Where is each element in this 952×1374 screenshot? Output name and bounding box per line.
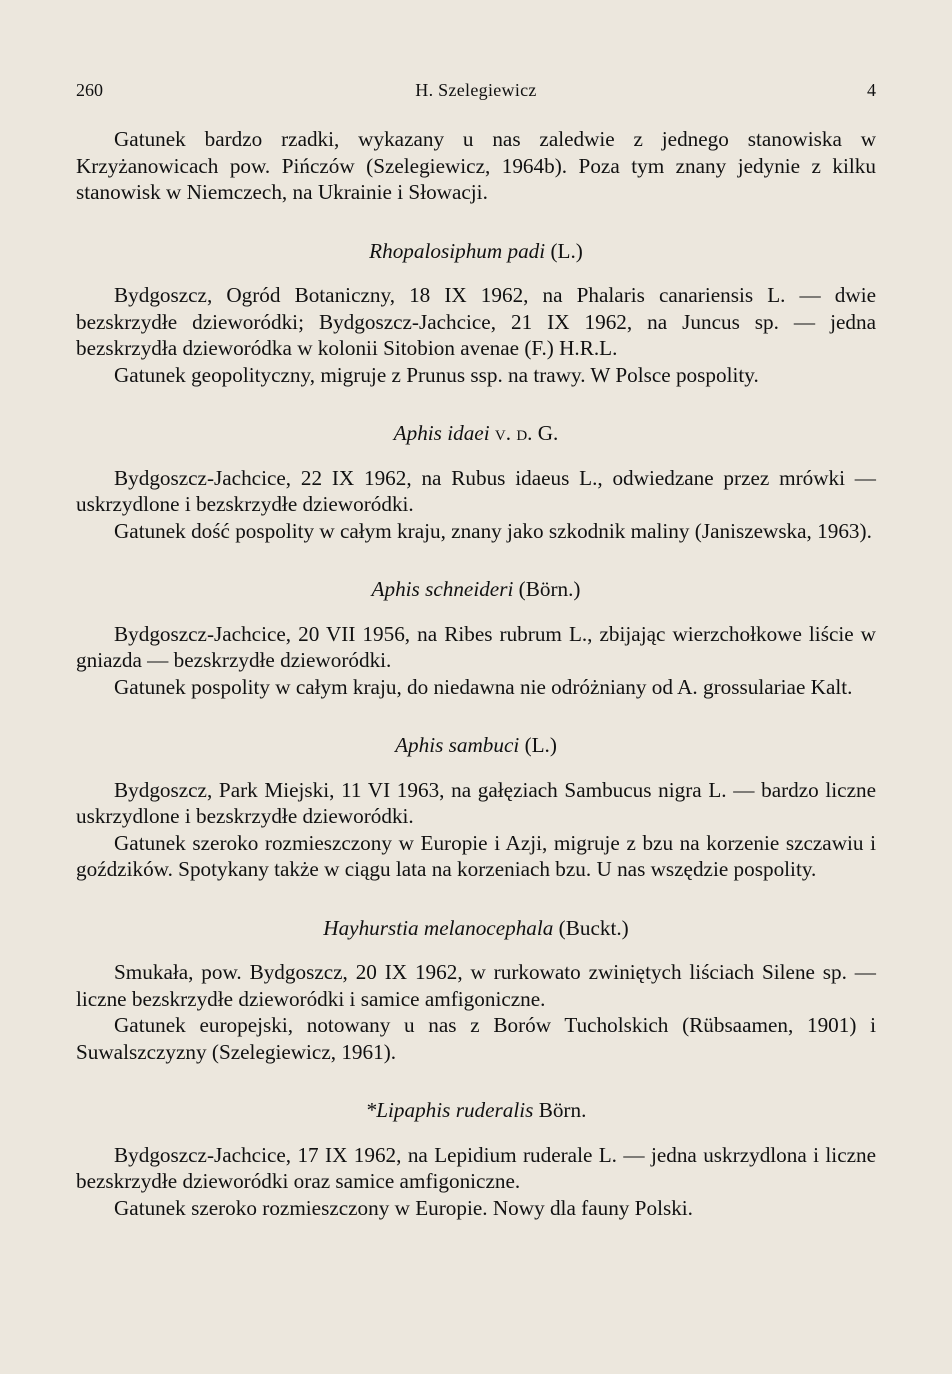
record-paragraph: Bydgoszcz-Jachcice, 20 VII 1956, na Ribes rubrum L., zbijając wierzchołkowe liście w gniazda — bezskrzydłe dzieworódki. [76, 621, 876, 672]
species-author: (L.) [550, 238, 583, 263]
note-paragraph: Gatunek szeroko rozmieszczony w Europie i Azji, migruje z bzu na korzenie szczawiu i goździków. Spotykany także w ciągu lata na korzeniach bzu. U nas wszędzie pospolity. [76, 830, 876, 881]
species-name: Aphis schneideri [371, 577, 514, 601]
species-heading [76, 576, 876, 603]
note-paragraph: Gatunek pospolity w całym kraju, do niedawna nie odróżniany od A. grossulariae Kalt. [114, 674, 853, 699]
record-paragraph: Smukała, pow. Bydgoszcz, 20 IX 1962, w rurkowato zwiniętych liściach Silene sp. — liczne bezskrzydłe dzieworódki i samice amfigoniczne. [76, 960, 876, 1011]
sheet-number: 4 [867, 80, 876, 100]
species-heading [76, 238, 876, 265]
species-author: v. d. G. [494, 421, 559, 445]
species-heading [76, 420, 876, 447]
record-paragraph: Bydgoszcz, Ogród Botaniczny, 18 IX 1962, na Phalaris canariensis L. — dwie bezskrzydłe dzieworódki; Bydgoszcz-Jachcice, 21 IX 1962, na Juncus sp. — jedna bezskrzydła dzieworódka w kolonii Sitobion avenae (F.) H.R.L. [76, 283, 876, 360]
record-paragraph: Bydgoszcz-Jachcice, 17 IX 1962, na Lepidium ruderale L. — jedna uskrzydlona i liczne bezskrzydłe dzieworódki oraz samice amfigoniczne. [76, 1142, 876, 1193]
species-author: (Buckt.) [558, 915, 629, 940]
species-name: *Lipaphis ruderalis [365, 1098, 534, 1122]
species-heading [76, 1097, 876, 1124]
page-number: 260 [76, 80, 103, 100]
species-author: Börn. [538, 1098, 587, 1122]
species-name: Hayhurstia melanocephala [323, 915, 554, 940]
note-paragraph: Gatunek szeroko rozmieszczony w Europie. Nowy dla fauny Polski. [114, 1195, 693, 1220]
species-author: (Börn.) [518, 577, 581, 601]
record-paragraph: Bydgoszcz, Park Miejski, 11 VI 1963, na gałęziach Sambucus nigra L. — bardzo liczne uskrzydlone i bezskrzydłe dzieworódki. [76, 777, 876, 828]
running-head [76, 80, 876, 106]
intro-paragraph: Gatunek bardzo rzadki, wykazany u nas zaledwie z jednego stanowiska w Krzyżanowicach pow. Pińczów (Szelegiewicz, 1964b). Poza tym znany jedynie z kilku stanowisk w Niemczech, na Ukrainie i Słowacji. [76, 127, 876, 204]
note-paragraph: Gatunek europejski, notowany u nas z Borów Tucholskich (Rübsaamen, 1901) i Suwalszczyzny (Szelegiewicz, 1961). [76, 1013, 876, 1064]
species-name: Rhopalosiphum padi [369, 238, 546, 263]
species-name: Aphis sambuci [395, 733, 520, 757]
species-name: Aphis idaei [393, 421, 490, 445]
running-head-author: H. Szelegiewicz [415, 80, 537, 100]
species-author: (L.) [524, 733, 557, 757]
species-heading [76, 732, 876, 759]
note-paragraph: Gatunek geopolityczny, migruje z Prunus ssp. na trawy. W Polsce pospolity. [114, 362, 759, 387]
species-heading [76, 915, 876, 942]
record-paragraph: Bydgoszcz-Jachcice, 22 IX 1962, na Rubus idaeus L., odwiedzane przez mrówki — uskrzydlone i bezskrzydłe dzieworódki. [76, 465, 876, 516]
note-paragraph: Gatunek dość pospolity w całym kraju, znany jako szkodnik maliny (Janiszewska, 1963). [114, 518, 872, 543]
article-body [76, 126, 876, 1221]
